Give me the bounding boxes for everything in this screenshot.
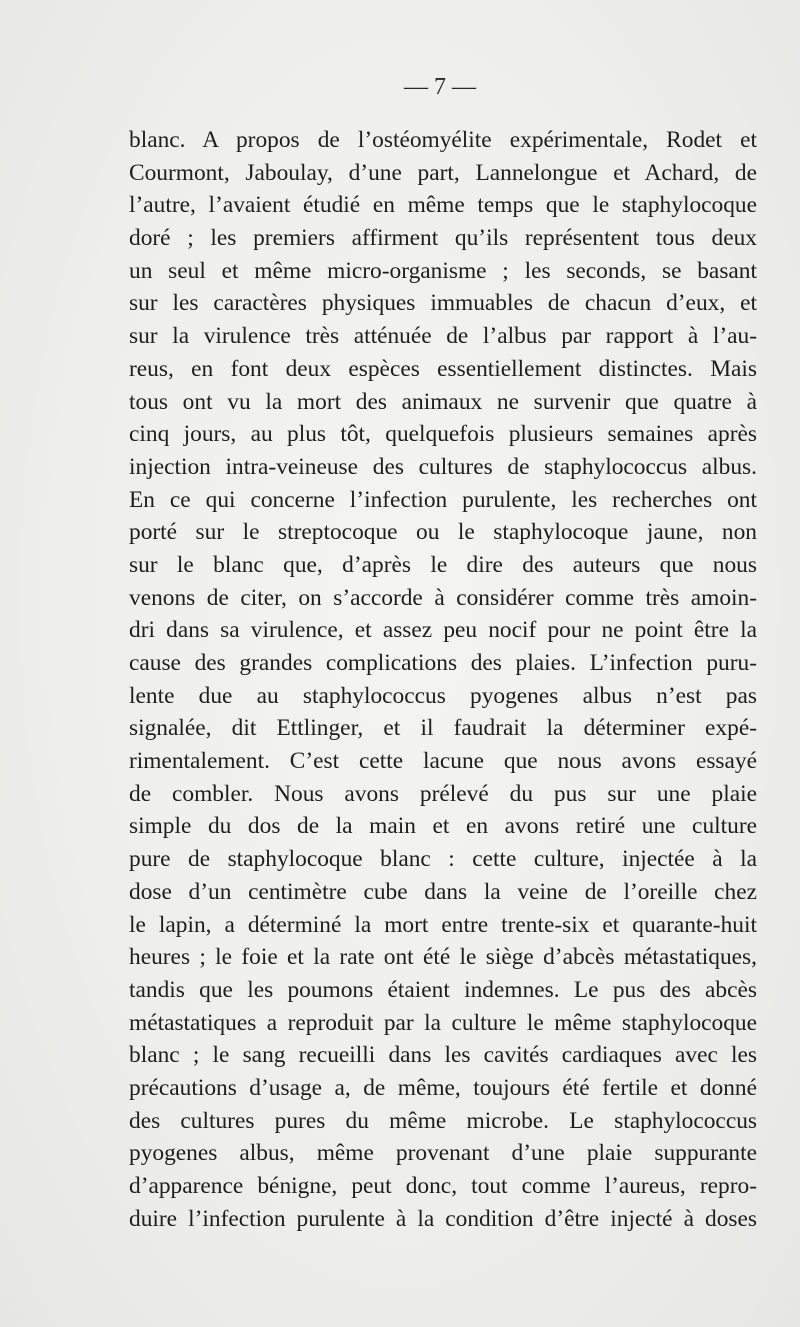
text-line: tous ont vu la mort des animaux ne survenir que quatre à <box>129 388 757 415</box>
text-line: heures ; le foie et la rate ont été le siège d’abcès métastatiques, <box>129 944 757 971</box>
text-line: venons de citer, on s’accorde à considérer comme très amoin- <box>129 584 757 611</box>
text-line: tandis que les poumons étaient indemnes. Le pus des abcès <box>129 976 757 1003</box>
text-line: un seul et même micro-organisme ; les seconds, se basant <box>129 257 757 284</box>
text-line: pyogenes albus, même provenant d’une plaie suppurante <box>129 1140 757 1167</box>
text-line: doré ; les premiers affirment qu’ils représentent tous deux <box>129 225 757 252</box>
text-line: signalée, dit Ettlinger, et il faudrait la déterminer expé- <box>129 715 757 742</box>
body-text <box>129 124 757 1235</box>
text-line: l’autre, l’avaient étudié en même temps que le staphylocoque <box>129 192 757 219</box>
text-line: En ce qui concerne l’infection purulente, les recherches ont <box>129 486 757 513</box>
text-line: cinq jours, au plus tôt, quelquefois plusieurs semaines après <box>129 421 757 448</box>
page-number: — 7 — <box>404 74 476 100</box>
text-line: blanc ; le sang recueilli dans les cavités cardiaques avec les <box>129 1042 757 1069</box>
text-line: dose d’un centimètre cube dans la veine de l’oreille chez <box>129 878 757 905</box>
text-line: d’apparence bénigne, peut donc, tout comme l’aureus, repro- <box>129 1173 757 1199</box>
text-line: métastatiques a reproduit par la culture le même staphylocoque <box>129 1009 757 1036</box>
text-line: pure de staphylocoque blanc : cette culture, injectée à la <box>129 846 757 873</box>
text-line: précautions d’usage a, de même, toujours été fertile et donné <box>129 1074 757 1101</box>
text-line: blanc. A propos de l’ostéomyélite expérimentale, Rodet et <box>129 127 757 153</box>
text-line: sur la virulence très atténuée de l’albus par rapport à l’au- <box>129 323 757 350</box>
text-line: Courmont, Jaboulay, d’une part, Lannelongue et Achard, de <box>129 159 757 186</box>
text-line: des cultures pures du même microbe. Le staphylococcus <box>129 1107 757 1134</box>
text-line: reus, en font deux espèces essentiellement distinctes. Mais <box>129 355 757 382</box>
text-line: simple du dos de la main et en avons retiré une culture <box>129 813 757 840</box>
text-line: de combler. Nous avons prélevé du pus sur une plaie <box>129 780 757 807</box>
text-line: lente due au staphylococcus pyogenes albus n’est pas <box>129 682 757 709</box>
text-line: sur le blanc que, d’après le dire des auteurs que nous <box>129 551 757 578</box>
text-line: dri dans sa virulence, et assez peu nocif pour ne point être la <box>129 617 757 644</box>
text-line: le lapin, a déterminé la mort entre trente-six et quarante-huit <box>129 911 757 938</box>
text-line: rimentalement. C’est cette lacune que nous avons essayé <box>129 748 757 775</box>
text-line: duire l’infection purulente à la condition d’être injecté à doses <box>129 1205 757 1232</box>
text-line: injection intra-veineuse des cultures de staphylococcus albus. <box>129 453 757 480</box>
text-line: cause des grandes complications des plaies. L’infection puru- <box>129 650 757 676</box>
text-line: porté sur le streptocoque ou le staphylocoque jaune, non <box>129 519 757 546</box>
text-line: sur les caractères physiques immuables de chacun d’eux, et <box>129 290 757 317</box>
